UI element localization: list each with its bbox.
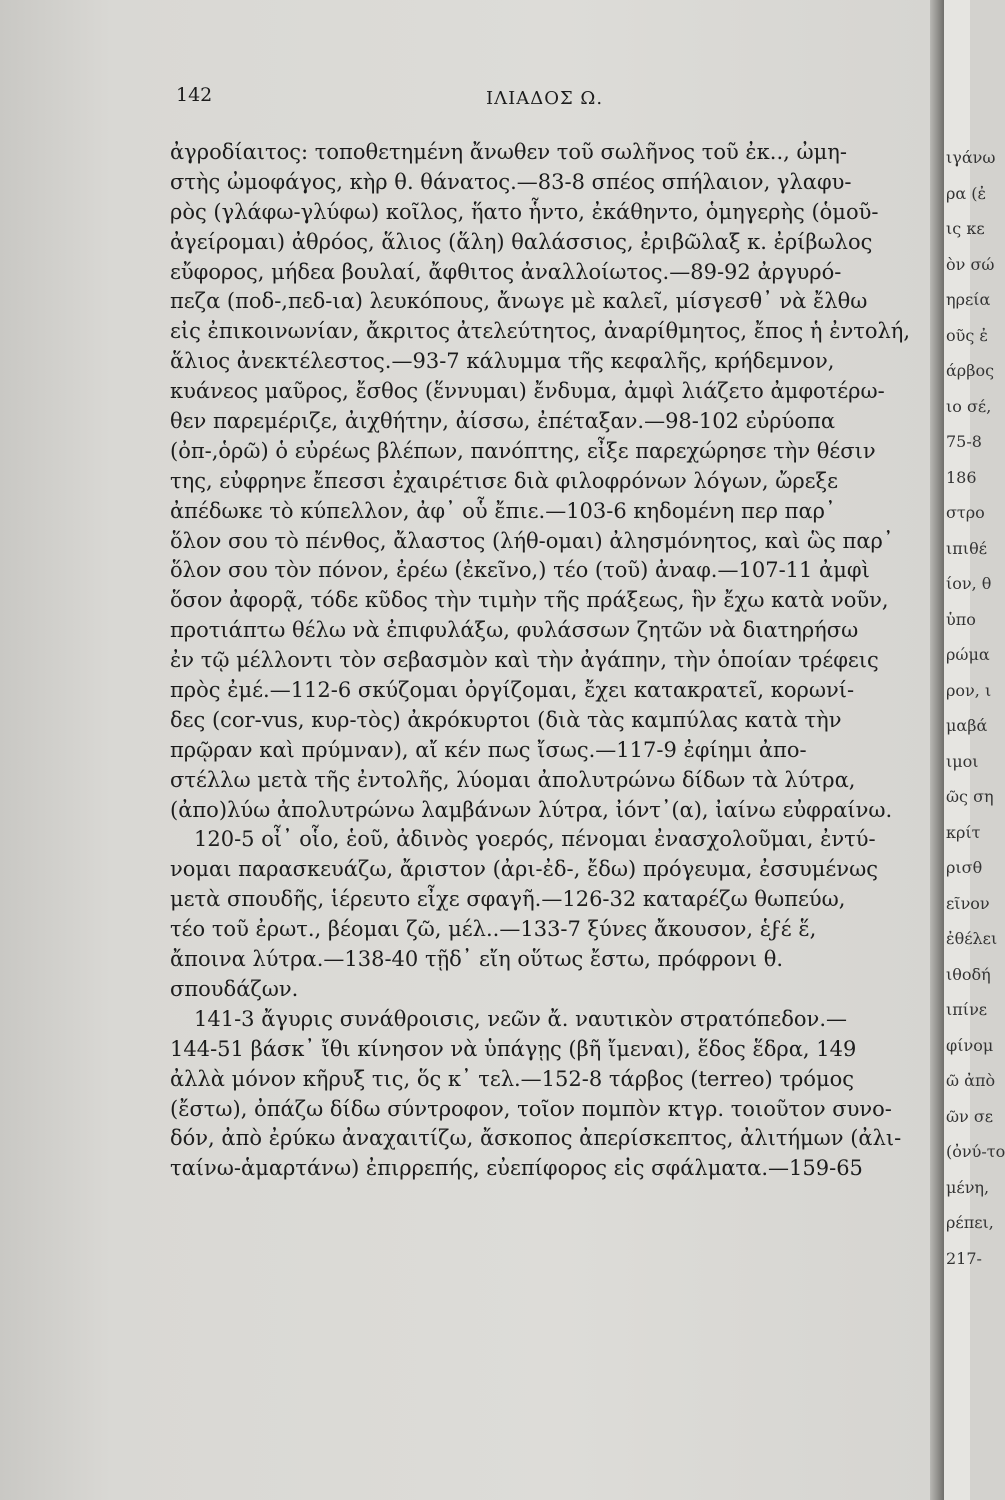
adjacent-page-fragment: ις κε [946, 219, 985, 238]
text-line: 141-3 ἄγυρις συνάθροισις, νεῶν ἄ. ναυτικὸν στρατόπεδον.— [194, 1006, 847, 1031]
text-line: σπουδάζων. [170, 976, 299, 1001]
adjacent-page-fragment: (ὀνύ-το [946, 1142, 1005, 1161]
text-line: ὅσον ἀφορᾷ, τόδε κῦδος τὴν τιμὴν τῆς πράξεως, ἣν ἔχω κατὰ νοῦν, [170, 588, 889, 613]
adjacent-page-fragment: ὸν σώ [946, 254, 995, 274]
adjacent-page-fragment: ίον, θ [946, 574, 992, 593]
text-line: δόν, ἀπὸ ἐρύκω ἀναχαιτίζω, ἄσκοπος ἀπερίσκεπτος, ἀλιτήμων (ἀλι- [170, 1126, 902, 1151]
adjacent-page-fragment: ιγάνω [946, 148, 996, 167]
adjacent-page-fragment: φίνομ [946, 1035, 994, 1055]
adjacent-page-fragment: ρον, ι [946, 680, 992, 700]
text-line: 144-51 βάσκ᾽ ἴθι κίνησον νὰ ὑπάγῃς (βῆ ἴμεναι), ἕδος ἕδρα, 149 [170, 1036, 857, 1061]
adjacent-page-fragment: στρο [946, 503, 985, 522]
text-line: εἰς ἐπικοινωνίαν, ἄκριτος ἀτελεύτητος, ἀναρίθμητος, ἔπος ἡ ἐντολή, [170, 319, 911, 344]
adjacent-page-fragment: 75-8 [946, 432, 982, 451]
text-line: πεζα (ποδ-,πεδ-ια) λευκόπους, ἄνωγε μὲ καλεῖ, μίσγεσθ᾽ νὰ ἔλθω [170, 289, 868, 314]
text-line: ρὸς (γλάφω-γλύφω) κοῖλος, ἥατο ἧντο, ἐκάθηντο, ὁμηγερὴς (ὁμοῦ- [170, 199, 879, 224]
text-line: τέο τοῦ ἐρωτ., βέομαι ζῶ, μέλ..—133-7 ξύνες ἄκουσον, ἑϝέ ἕ, [170, 917, 817, 942]
adjacent-page-fragment: ιπίνε [946, 1000, 988, 1019]
adjacent-page-fragment: κρίτ [946, 822, 981, 842]
page-number: 142 [176, 84, 213, 106]
page-header [0, 84, 930, 114]
text-line: (ὀπ-,ὁρῶ) ὁ εὐρέως βλέπων, πανόπτης, εἶξε παρεχώρησε τὴν θέσιν [170, 438, 876, 463]
text-line: ὅλον σου τὸ πένθος, ἄλαστος (λήθ-ομαι) ἀλησμόνητος, καὶ ὣς παρ᾽ [170, 528, 894, 553]
text-line: ἀλλὰ μόνον κῆρυξ τις, ὅς κ᾽ τελ.—152-8 τάρβος (terreo) τρόμος [170, 1066, 854, 1091]
adjacent-page-fragment: άρβος [946, 361, 995, 380]
adjacent-page-fragment: ηρεία [946, 290, 991, 309]
adjacent-page-fragment: ρέπει, [946, 1213, 994, 1232]
text-line: μετὰ σπουδῆς, ἱέρευτο εἶχε σφαγῆ.—126-32 καταρέζω θωπεύω, [170, 887, 846, 912]
adjacent-page-fragment: ῶς ση [946, 787, 994, 806]
commentary-text [170, 138, 911, 1184]
adjacent-page-fragment: εῖνον [946, 893, 990, 913]
text-line: ἅλιος ἀνεκτέλεστος.—93-7 κάλυμμα τῆς κεφαλῆς, κρήδεμνον, [170, 349, 835, 374]
text-line: πρῷραν καὶ πρύμναν), αἴ κέν πως ἴσως.—117-9 ἐφίημι ἀπο- [170, 737, 807, 762]
adjacent-page-fragment: ἐθέλει [946, 929, 998, 948]
adjacent-page-fragment: μένη, [946, 1177, 990, 1197]
text-line: ὅλον σου τὸν πόνον, ἐρέω (ἐκεῖνο,) τέο (τοῦ) ἀναφ.—107-11 ἀμφὶ [170, 558, 870, 583]
adjacent-page-fragment: ῶν σε [946, 1106, 994, 1126]
text-line: θεν παρεμέριζε, ἀιχθήτην, ἀίσσω, ἐπέταξαν.—98-102 εὐρύοπα [170, 409, 836, 434]
text-line: (ἀπο)λύω ἀπολυτρώνω λαμβάνων λύτρα, ἰόντ᾽(α), ἰαίνω εὐφραίνω. [170, 797, 893, 822]
adjacent-page-fragment: ιμοι [946, 751, 979, 771]
book-gutter [930, 0, 944, 1500]
adjacent-page-fragment: ρα (ἐ [946, 183, 987, 203]
text-line: δες (cor-vus, κυρ-τὸς) ἀκρόκυρτοι (διὰ τὰς καμπύλας κατὰ τὴν [170, 707, 842, 732]
text-line: (ἔστω), ὀπάζω δίδω σύντροφον, τοῖον πομπὸν κτγρ. τοιοῦτον συνο- [170, 1096, 892, 1121]
text-line: ἄποινα λύτρα.—138-40 τῇδ᾽ εἴη οὕτως ἔστω, πρόφρονι θ. [170, 947, 784, 972]
adjacent-page-fragment: μαβά [946, 716, 988, 735]
text-line: της, εὐφρηνε ἔπεσσι ἐχαιρέτισε διὰ φιλοφρόνων λόγων, ὤρεξε [170, 468, 839, 493]
text-line: ἀπέδωκε τὸ κύπελλον, ἀφ᾽ οὗ ἔπιε.—103-6 κηδομένη περ παρ᾽ [170, 498, 836, 523]
text-line: ταίνω-ἁμαρτάνω) ἐπιρρεπής, εὐεπίφορος εἰς σφάλματα.—159-65 [170, 1156, 863, 1181]
text-line: στέλλω μετὰ τῆς ἐντολῆς, λύομαι ἀπολυτρώνω δίδων τὰ λύτρα, [170, 767, 856, 792]
text-line: εὔφορος, μήδεα βουλαί, ἄφθιτος ἀναλλοίωτος.—89-92 ἀργυρό- [170, 259, 842, 284]
text-line: ἀγροδίαιτος: τοποθετημένη ἄνωθεν τοῦ σωλῆνος τοῦ ἐκ.., ὠμη- [170, 140, 847, 164]
adjacent-page-fragment: ῶ ἀπὸ [946, 1071, 996, 1090]
adjacent-page-fragment: ρώμα [946, 645, 990, 664]
adjacent-page-fragment: ιθοδή [946, 964, 991, 984]
adjacent-page-fragment: οῦς ἐ [946, 325, 988, 345]
adjacent-page-fragment: ιο σέ, [946, 396, 992, 416]
adjacent-page-fragment: ιπιθέ [946, 538, 987, 558]
adjacent-page-fragment: 186 [946, 467, 977, 487]
text-line: ἐν τῷ μέλλοντι τὸν σεβασμὸν καὶ τὴν ἀγάπην, τὴν ὁποίαν τρέφεις [170, 648, 879, 673]
text-line: νομαι παρασκευάζω, ἄριστον (ἀρι-ἐδ-, ἔδω) πρόγευμα, ἐσσυμένως [170, 857, 878, 882]
text-line: ἀγείρομαι) ἀθρόος, ἅλιος (ἅλη) θαλάσσιος, ἐριβῶλαξ κ. ἐρίβωλος [170, 229, 873, 254]
running-title: ΙΛΙΑΔΟΣ Ω. [486, 88, 604, 109]
adjacent-page-edge [944, 0, 1005, 1500]
text-line: στὴς ὠμοφάγος, κὴρ θ. θάνατος.—83-8 σπέος σπήλαιον, γλαφυ- [170, 169, 852, 194]
adjacent-page-fragment: ὑπο [946, 609, 976, 629]
adjacent-page-fragment: 217- [946, 1248, 982, 1268]
adjacent-page-fragment: ρισθ [946, 858, 983, 877]
text-line: προτιάπτω θέλω νὰ ἐπιφυλάξω, φυλάσσων ζητῶν νὰ διατηρήσω [170, 618, 859, 643]
text-line: κυάνεος μαῦρος, ἔσθος (ἕννυμαι) ἔνδυμα, ἀμφὶ λιάζετο ἀμφοτέρω- [170, 379, 885, 404]
text-line: 120-5 οἶ᾽ οἷο, ἑοῦ, ἀδινὸς γοερός, πένομαι ἐνασχολοῦμαι, ἐντύ- [194, 827, 876, 852]
text-line: πρὸς ἐμέ.—112-6 σκύζομαι ὀργίζομαι, ἔχει κατακρατεῖ, κορωνί- [170, 678, 855, 703]
